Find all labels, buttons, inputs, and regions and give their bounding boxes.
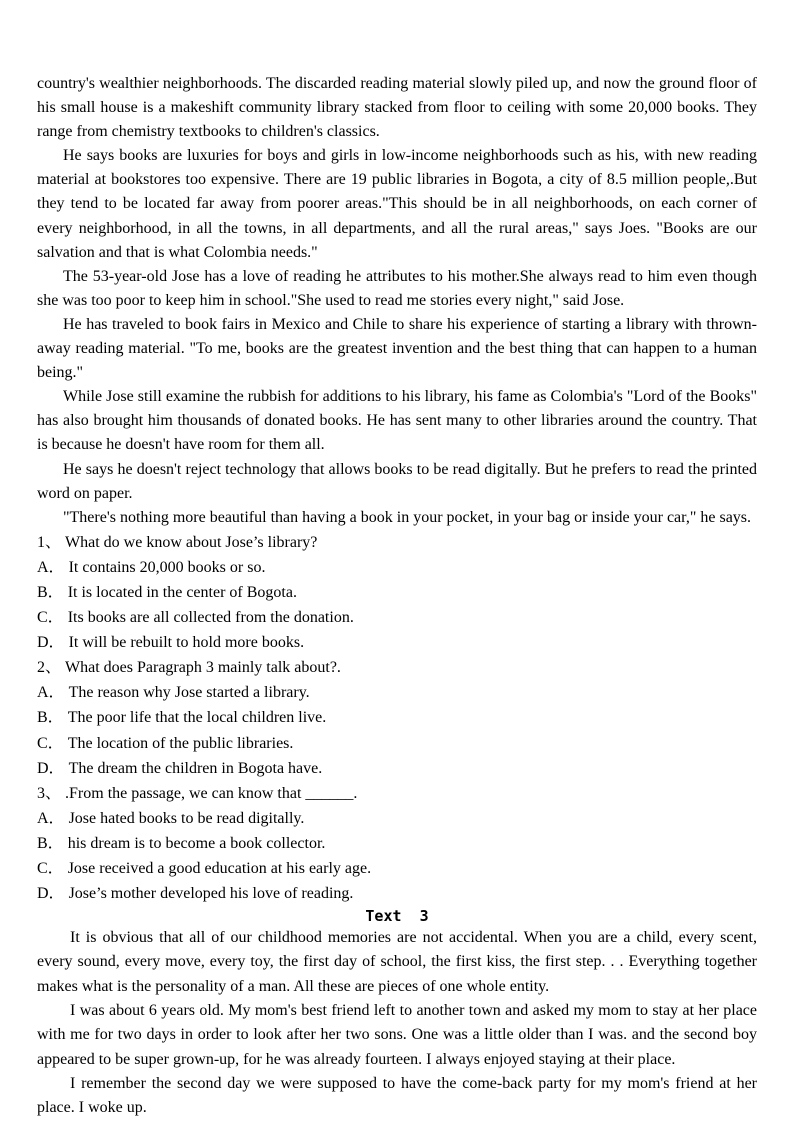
option-text: Jose’s mother developed his love of reading. [68,885,354,903]
text3-paragraph: I was about 6 years old. My mom's best friend left to another town and asked my mom to stay at her place with me for two days in order to look after her two sons. One was a little older than I was. and the second boy appeared to be super grown-up, for he was already fourteen. I always enjoyed staying at their place. [37,1002,757,1068]
option-text: The reason why Jose started a library. [68,684,310,702]
answer-option [37,630,757,655]
option-text: Its books are all collected from the donation. [67,609,354,627]
option-text: his dream is to become a book collector. [67,834,326,852]
option-letter: C． [37,734,64,752]
option-letter: D． [37,885,65,903]
question-text: What do we know about Jose’s library? [65,533,318,551]
text3-paragraph: It is obvious that all of our childhood memories are not accidental. When you are a child, every scent, every sound, every move, every toy, the first day of school, the first kiss, the first step. . . Everything together makes what is the personality of a man. All these are pieces of one whole entity. [37,929,757,995]
answer-option [37,555,757,580]
answer-option [37,881,757,906]
answer-option [37,605,757,630]
option-text: Jose received a good education at his early age. [67,860,372,877]
answer-option [37,806,757,831]
option-text: It contains 20,000 books or so. [68,558,266,576]
option-text: Jose hated books to be read digitally. [68,809,305,827]
passage-paragraph: "There's nothing more beautiful than having a book in your pocket, in your bag or inside your car," he says. [63,508,752,526]
answer-option [37,831,757,856]
option-letter: B． [37,834,64,852]
question-text: .From the passage, we can know that ______. [65,784,358,802]
option-letter: D． [37,759,65,777]
passage-paragraph: He says books are luxuries for boys and girls in low-income neighborhoods such as his, with new reading material at bookstores too expensive. There are 19 public libraries in Bogota, a city of 8.5 million people,.But they tend to be located far away from poorer areas."This should be in all neighborhoods, on each corner of every neighborhood, in all the towns, in all departments, and all the rural areas," says Joes. "Books are our salvation and that is what Colombia needs." [37,147,757,261]
question-number: 3、 [37,784,62,802]
question-number: 2、 [37,659,62,677]
answer-option [37,580,757,605]
reading-passage [37,72,757,530]
question-stem [37,781,757,806]
text3-paragraph: I remember the second day we were supposed to have the come-back party for my mom's friend at her place. I woke up. [37,1074,757,1117]
option-letter: C． [37,609,64,627]
text3-passage [37,926,757,1120]
passage-paragraph: While Jose still examine the rubbish for additions to his library, his fame as Colombia's "Lord of the Books" has also brought him thousands of donated books. He has sent many to other libraries around the country. That is because he doesn't have room for them all. [37,388,757,454]
option-letter: A． [37,809,65,827]
passage-paragraph: He has traveled to book fairs in Mexico and Chile to share his experience of starting a library with thrown-away reading material. "To me, books are the greatest invention and the best thing that can happen to a human being." [37,315,757,382]
question-number: 1、 [37,533,62,551]
option-letter: A． [37,684,65,702]
question-stem [37,530,757,555]
option-letter: C． [37,860,64,877]
answer-option [37,705,757,730]
option-text: The location of the public libraries. [67,734,294,752]
option-letter: D． [37,634,65,652]
answer-option [37,756,757,781]
option-letter: B． [37,709,64,727]
answer-option [37,680,757,705]
option-letter: A． [37,558,65,576]
question-text: What does Paragraph 3 mainly talk about?. [65,659,341,677]
option-text: It is located in the center of Bogota. [67,583,297,601]
answer-option [37,856,757,881]
question-stem [37,655,757,680]
passage-paragraph: He says he doesn't reject technology that allows books to be read digitally. But he prefers to read the printed word on paper. [37,460,757,502]
option-text: The poor life that the local children live. [67,709,327,727]
option-text: It will be rebuilt to hold more books. [68,634,305,652]
passage-paragraph: The 53-year-old Jose has a love of reading he attributes to his mother.She always read to him even though she was too poor to keep him in school."She used to read me stories every night," said Jose. [37,267,757,309]
option-text: The dream the children in Bogota have. [68,759,323,777]
option-letter: B． [37,583,64,601]
section-heading-text3: Text 3 [365,907,429,926]
passage-continuation: country's wealthier neighborhoods. The discarded reading material slowly piled up, and now the ground floor of his small house is a makeshift community library stacked from floor to ceiling with some 20,000 books. They range from chemistry textbooks to children's classics. [37,75,757,141]
answer-option [37,731,757,756]
questions-list [37,530,757,906]
